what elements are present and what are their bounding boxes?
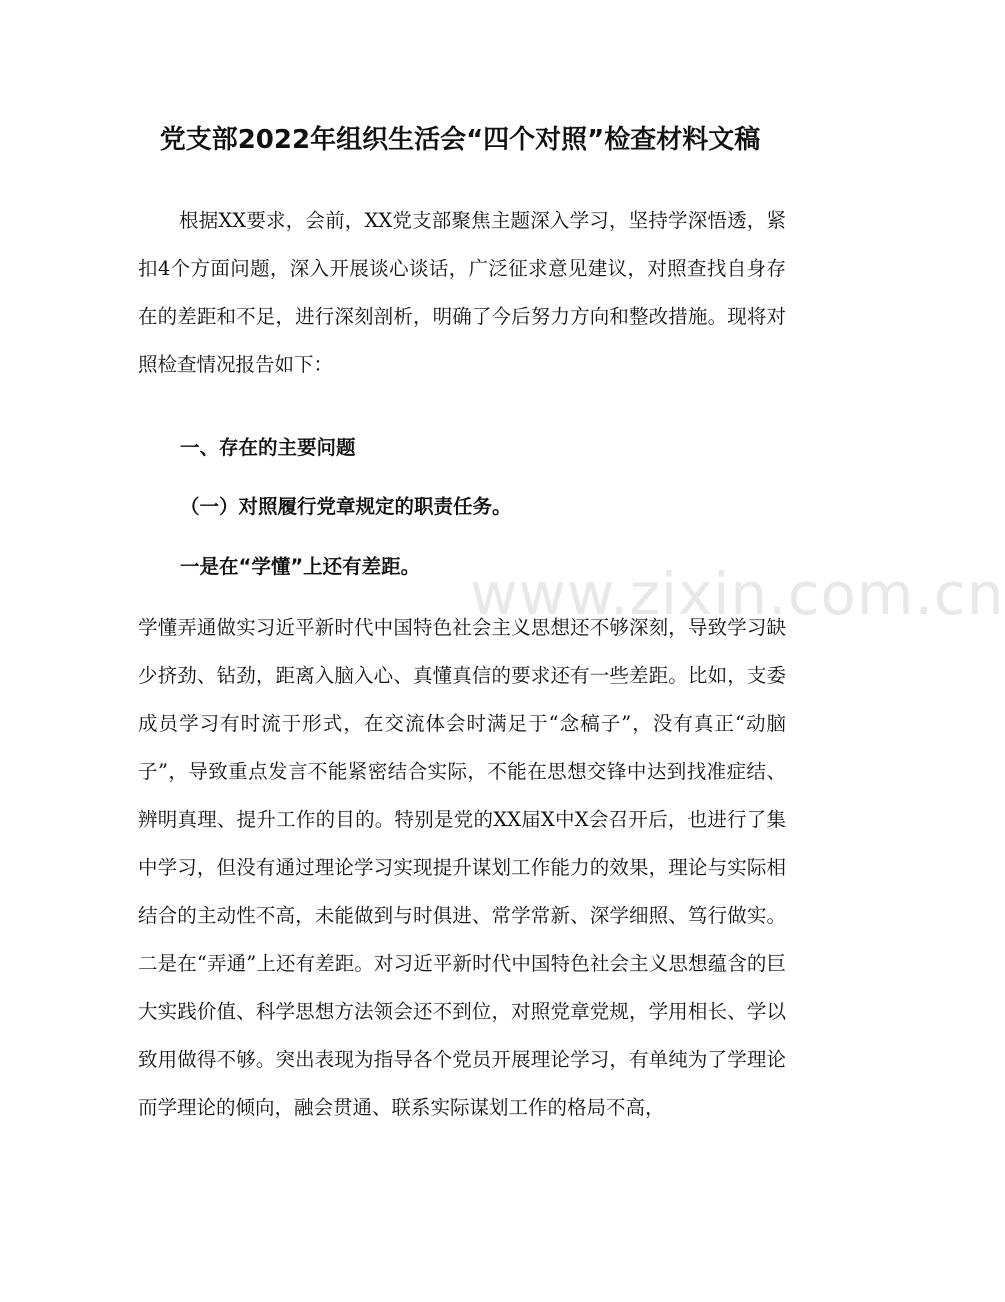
watermark: www.zixin.com.cn — [470, 560, 1005, 628]
document-title: 党支部2022年组织生活会“四个对照”检查材料文稿 — [159, 125, 761, 155]
point-heading: 一是在“学懂”上还有差距。 — [180, 555, 421, 578]
intro-paragraph: 根据XX要求，会前，XX党支部聚焦主题深入学习，坚持学深悟透，紧扣4个方面问题，深入开展谈心谈话，广泛征求意见建议，对照查找自身存在的差距和不足，进行深刻剖析，明确了今后努力方向和整改措施。现将对照检查情况报告如下： — [138, 209, 786, 376]
section-heading: 一、存在的主要问题 — [180, 436, 356, 459]
body-paragraph: 学懂弄通做实习近平新时代中国特色社会主义思想还不够深刻，导致学习缺少挤劲、钻劲，距离入脑入心、真懂真信的要求还有一些差距。比如，支委成员学习有时流于形式，在交流体会时满足于“念稿子”，没有真正“动脑子”，导致重点发言不能紧密结合实际，不能在思想交锋中达到找准症结、辨明真理、提升工作的目的。特别是党的XX届X中X会召开后，也进行了集中学习，但没有通过理论学习实现提升谋划工作能力的效果，理论与实际相结合的主动性不高，未能做到与时俱进、常学常新、深学细照、笃行做实。二是在“弄通”上还有差距。对习近平新时代中国特色社会主义思想蕴含的巨大实践价值、科学思想方法领会还不到位，对照党章党规，学用相长、学以致用做得不够。突出表现为指导各个党员开展理论学习，有单纯为了学理论而学理论的倾向，融会贯通、联系实际谋划工作的格局不高， — [138, 616, 786, 1119]
subsection-heading: （一）对照履行党章规定的职责任务。 — [180, 495, 512, 518]
